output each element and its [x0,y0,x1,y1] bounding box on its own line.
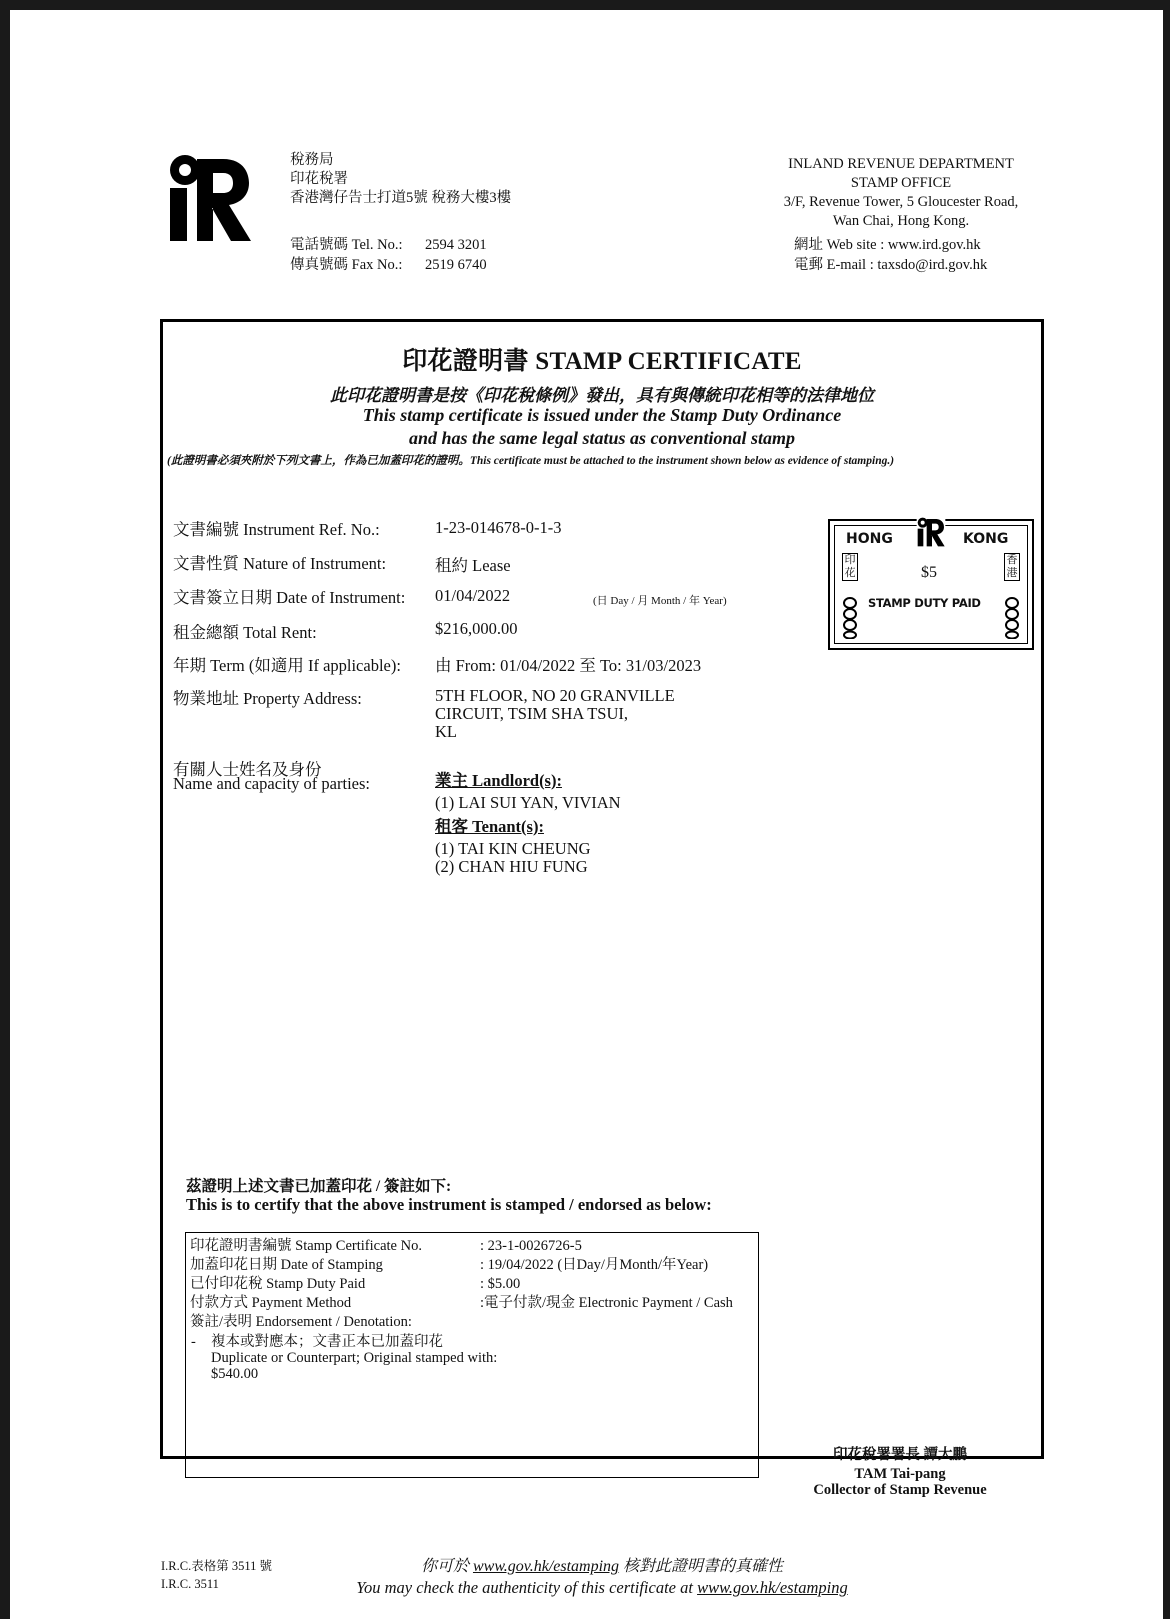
stamp-side-right: 香港 [1004,553,1020,581]
address-line-2: CIRCUIT, TSIM SHA TSUI, [435,704,628,723]
stamp-date-label: 加蓋印花日期 Date of Stamping [190,1257,383,1273]
nature-value: 租約 Lease [435,556,511,575]
tel-label: 電話號碼 Tel. No.: [290,237,403,253]
stamp-ir-logo [914,517,948,547]
tenant-1: (1) TAI KIN CHEUNG [435,839,591,858]
landlord-1: (1) LAI SUI YAN, VIVIAN [435,793,621,812]
verify-note-en-prefix: You may check the authenticity of this certificate at [356,1578,698,1597]
endorsement-bullet: - [191,1334,196,1350]
address-line-3: KL [435,722,457,741]
certify-statement-en: This is to certify that the above instrument is stamped / endorsed as below: [186,1195,712,1214]
fax-label: 傳真號碼 Fax No.: [290,257,403,273]
verify-note-en [160,1578,1044,1598]
ref-label: 文書編號 Instrument Ref. No.: [173,520,380,539]
estamping-link-en[interactable]: www.gov.hk/estamping [697,1578,848,1597]
certificate-note: (此證明書必須夾附於下列文書上，作為已加蓋印花的證明。This certificate must be attached to the instrument shown below as evidence of stamping.) [167,455,895,467]
endorsement-label: 簽註/表明 Endorsement / Denotation: [190,1314,412,1330]
landlord-heading: 業主 Landlord(s): [435,771,562,790]
verify-note-zh-prefix: 你可於 [420,1558,473,1575]
payment-method-label: 付款方式 Payment Method [190,1295,352,1311]
date-value: 01/04/2022 [435,586,511,605]
stamp-caption: STAMP DUTY PAID [868,596,981,610]
certificate-subtitle-en-2: and has the same legal status as conventional stamp [408,428,796,448]
fax-value: 2519 6740 [425,257,487,273]
collector-name: TAM Tai-pang [854,1466,946,1482]
stamp-kong: KONG [963,531,1009,547]
certify-statement-zh: 茲證明上述文書已加蓋印花 / 簽註如下: [186,1178,452,1195]
address-label: 物業地址 Property Address: [173,689,362,708]
collector-title-en: Collector of Stamp Revenue [813,1482,987,1498]
estamping-link-zh[interactable]: www.gov.hk/estamping [472,1558,620,1575]
office-name-en: STAMP OFFICE [850,175,952,191]
stamp-date-value: : 19/04/2022 (日Day/月Month/年Year) [480,1257,709,1273]
duty-paid-label: 已付印花稅 Stamp Duty Paid [190,1276,366,1292]
address-zh: 香港灣仔告士打道5號 稅務大樓3樓 [290,190,512,206]
office-name-zh: 印花稅署 [290,171,348,187]
ref-value: 1-23-014678-0-1-3 [435,518,562,537]
date-format-hint: (日 Day / 月 Month / 年 Year) [593,595,727,607]
address-line-1: 5TH FLOOR, NO 20 GRANVILLE [435,686,675,705]
email: 電郵 E-mail : taxsdo@ird.gov.hk [794,257,988,273]
term-label: 年期 Term (如適用 If applicable): [173,656,401,675]
date-label: 文書簽立日期 Date of Instrument: [173,588,406,607]
rent-value: $216,000.00 [435,619,518,638]
cert-no-label: 印花證明書編號 Stamp Certificate No. [190,1238,422,1254]
certificate-subtitle-zh: 此印花證明書是按《印花稅條例》發出，具有與傳統印花相等的法律地位 [330,386,874,405]
collector-title-zh: 印花稅署署長 譚大鵬 [832,1447,968,1463]
cert-no-value: : 23-1-0026726-5 [480,1238,582,1254]
nature-label: 文書性質 Nature of Instrument: [173,554,387,573]
endorsement-line-3: $540.00 [211,1366,259,1382]
stamp-ornament-left-icon [842,597,858,639]
verify-note-zh-suffix: 核對此證明書的真確性 [619,1558,784,1575]
stamp-duty-paid-stamp [828,519,1034,650]
endorsement-line-1: 複本或對應本；文書正本已加蓋印花 [211,1334,443,1350]
parties-label-en: Name and capacity of parties: [173,774,370,793]
stamp-ornament-right-icon [1004,597,1020,639]
verify-note-zh [160,1553,1044,1576]
certificate-title: 印花證明書 STAMP CERTIFICATE [402,348,802,375]
form-number-en: I.R.C. 3511 [161,1577,219,1591]
stamp-side-left: 印花 [842,553,858,581]
certificate-subtitle-en-1: This stamp certificate is issued under the Stamp Duty Ordinance [362,405,842,425]
tenant-heading: 租客 Tenant(s): [435,817,544,836]
form-number-zh: I.R.C.表格第 3511 號 [161,1559,272,1573]
endorsement-line-2: Duplicate or Counterpart; Original stamped with: [211,1350,498,1366]
address-en-2: Wan Chai, Hong Kong. [832,213,970,229]
website: 網址 Web site : www.ird.gov.hk [794,237,981,253]
duty-paid-value: : $5.00 [480,1276,521,1292]
term-value: 由 From: 01/04/2022 至 To: 31/03/2023 [435,656,702,675]
parties-label-zh: 有關人士姓名及身份 [173,760,322,779]
rent-label: 租金總額 Total Rent: [173,623,317,642]
payment-method-value: :電子付款/現金 Electronic Payment / Cash [480,1295,733,1311]
tel-value: 2594 3201 [425,237,487,253]
stamp-hong: HONG [846,531,893,547]
ird-logo [167,153,253,243]
tenant-2: (2) CHAN HIU FUNG [435,857,588,876]
address-en-1: 3/F, Revenue Tower, 5 Gloucester Road, [783,194,1019,210]
dept-name-en: INLAND REVENUE DEPARTMENT [788,156,1014,172]
document-page [10,10,1163,1619]
dept-name-zh: 稅務局 [290,152,334,168]
stamp-amount: $5 [921,564,937,581]
